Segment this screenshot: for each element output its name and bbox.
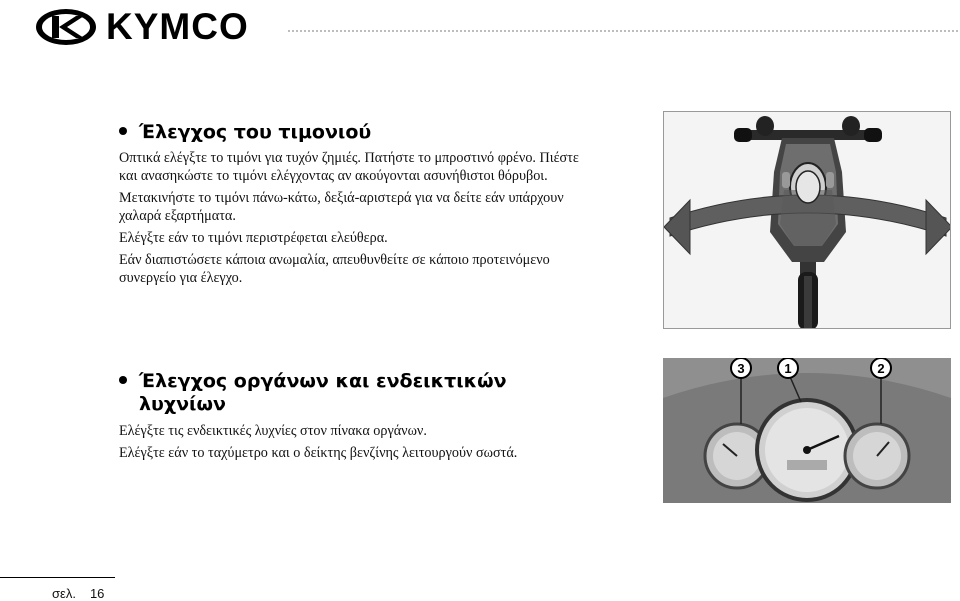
- paragraph: Εάν διαπιστώσετε κάποια ανωμαλία, απευθυνθείτε σε κάποιο προτεινόμενο συνεργείο για έλεγχο.: [119, 252, 550, 286]
- page-label: σελ.: [52, 586, 76, 601]
- callout-1: 1: [777, 358, 799, 379]
- scooter-front-illustration: [664, 112, 951, 329]
- paragraph: Ελέγξτε τις ενδεικτικές λυχνίες στον πίνακα οργάνων.: [119, 423, 427, 439]
- footer-divider: [0, 577, 115, 578]
- paragraph: Οπτικά ελέγξτε το τιμόνι για τυχόν ζημιές. Πατήστε το μπροστινό φρένο. Πιέστε και ανασηκώστε το τιμόνι ελέγχοντας αν ακούγονται ασυνήθιστοι θόρυβοι.: [119, 150, 579, 184]
- section-title: Έλεγχος του τιμονιού: [139, 121, 372, 143]
- header-divider: [288, 30, 958, 32]
- callout-2: 2: [870, 358, 892, 379]
- instruments-check-section: [119, 370, 589, 466]
- bullet-icon: [119, 376, 127, 384]
- instrument-panel-illustration: [663, 358, 951, 503]
- section-title: Έλεγχος οργάνων και ενδεικτικών λυχνίων: [139, 370, 507, 415]
- page-footer: [52, 586, 104, 601]
- kymco-emblem-icon: [34, 7, 98, 47]
- handlebar-check-section: [119, 121, 594, 291]
- section-heading: [119, 370, 589, 416]
- paragraph: Μετακινήστε το τιμόνι πάνω-κάτω, δεξιά-αριστερά για να δείτε εάν υπάρχουν χαλαρά εξαρτήματα.: [119, 190, 564, 224]
- paragraph: Ελέγξτε εάν το ταχύμετρο και ο δείκτης βενζίνης λειτουργούν σωστά.: [119, 445, 518, 461]
- instrument-panel-photo: [663, 358, 951, 503]
- section-heading: [119, 121, 594, 143]
- page-number: 16: [89, 586, 105, 601]
- handlebar-photo: [663, 111, 951, 329]
- paragraph: Ελέγξτε εάν το τιμόνι περιστρέφεται ελεύθερα.: [119, 230, 388, 246]
- kymco-logo: [34, 6, 249, 48]
- callout-3: 3: [730, 358, 752, 379]
- bullet-icon: [119, 127, 127, 135]
- brand-name: KYMCO: [106, 6, 249, 47]
